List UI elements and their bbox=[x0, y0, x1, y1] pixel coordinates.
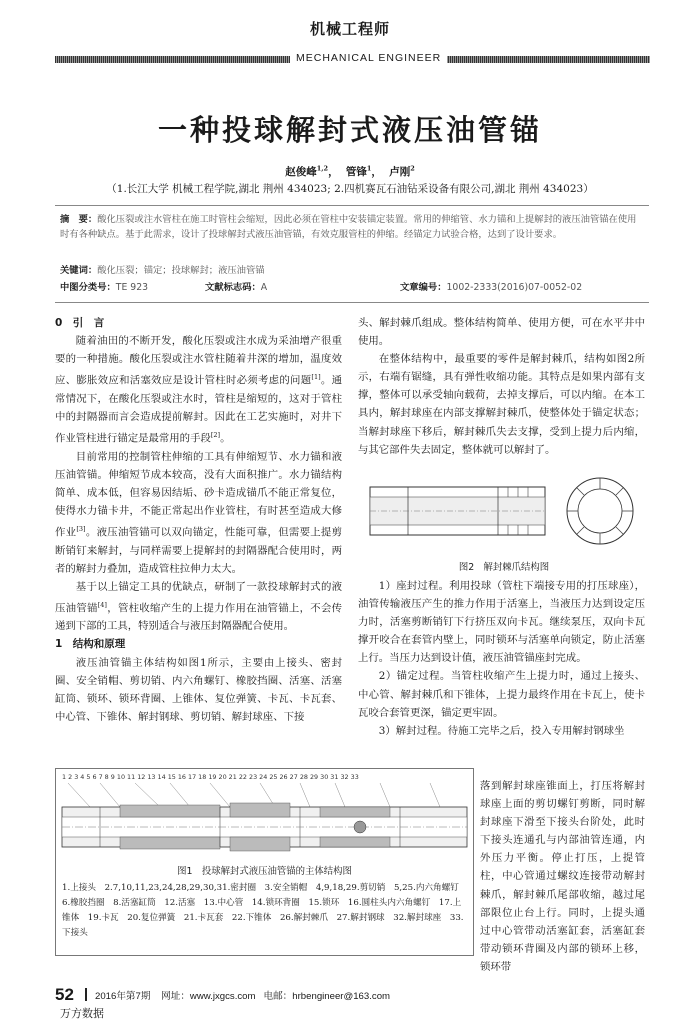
author-1-sup: 1,2 bbox=[316, 164, 329, 173]
author-3: 卢刚 bbox=[389, 166, 411, 178]
figure-1 bbox=[55, 768, 474, 956]
doc-code-label: 文献标志码： bbox=[205, 282, 261, 293]
right-column bbox=[358, 314, 645, 459]
author-2-sup: 1 bbox=[366, 164, 372, 173]
paragraph: 2）锚定过程。当管柱收缩产生上提力时，通过上接头、中心管、解封棘爪和下锥体，上提力最终作用在卡瓦上，使卡瓦咬合套管更深，锚定更牢固。 bbox=[358, 670, 645, 719]
abstract-text: 酸化压裂或注水管柱在施工时管柱会缩短，因此必须在管柱中安装锚定装置。常用的伸缩管、水力锚和上提解封的液压油管锚在使用时有各种缺点。基于此需求，设计了投球解封式液压油管锚，有效克服管柱的伸缩。经锚定力试验合格，达到了设计要求。 bbox=[60, 214, 637, 240]
classification-label: 中图分类号： bbox=[60, 282, 116, 293]
figure-2-caption: 图2 解封棘爪结构图 bbox=[458, 562, 550, 573]
paragraph: 头、解封棘爪组成。整体结构简单、使用方便，可在水平井中使用。 bbox=[358, 317, 645, 348]
journal-title-cn: 机械工程师 bbox=[309, 20, 390, 38]
figure-1-caption: 图1 投球解封式液压油管锚的主体结构图 bbox=[177, 866, 352, 877]
footer-info bbox=[95, 988, 390, 1002]
footer-mail-label: 电邮： bbox=[263, 991, 293, 1002]
watermark-text: 万方数据 bbox=[60, 1007, 104, 1020]
footer-web-label: 网址： bbox=[161, 991, 190, 1002]
page-number: 52 bbox=[55, 985, 74, 1004]
paragraph: 随着油田的不断开发，酸化压裂或注水成为采油增产很重要的一种措施。酸化压裂或注水管柱随着井深的增加，温度效应、膨胀效应和活塞效应是设计管柱时必须考虑的问题[1]。通常情况下，在酸化压裂或注水时，管柱是缩短的，这对于管柱中的封隔器而言会造成提前解封。因此在工艺实施时，对井下作业管柱进行锚定是最常用的手段[2]。 bbox=[55, 335, 343, 445]
paragraph: 落到解封球座锥面上，打压将解封球座上面的剪切螺钉剪断，同时解封球座下滑至下接头台阶处，此时下接头连通孔与内部油管连通，内外压力平衡。停止打压，上提管柱，中心管通过螺纹连接带动解封棘爪，解封棘爪尾部收缩，越过尾部限位止台上行。同时，上提头通过中心管带动活塞缸套，活塞缸套带动锁环背圈及内部的锁环上移，锁环带 bbox=[480, 780, 645, 973]
figure-1-legend: 1.上接头 2.7,10,11,23,24,28,29,30,31.密封圈 3.安全销帽 4,9,18,29.剪切销 5,25.内六角螺钉 6.橡胶挡圈 8.活塞缸筒 12.活塞 13.中心管 14.锁环背圈 15.锁环 16.圆柱头内六角螺钉 17.上锥体 19.卡瓦 20.复位弹簧 21.卡瓦套 22.下锥体 26.解封棘爪 27.解封钢球 32.解封球座 33.下接头 bbox=[62, 883, 468, 938]
figure-1-drawing bbox=[60, 783, 469, 859]
figure-2 bbox=[368, 475, 640, 573]
article-number bbox=[400, 280, 650, 295]
header-bar-left bbox=[55, 56, 295, 63]
footer-separator bbox=[85, 988, 87, 1001]
article-title: 一种投球解封式液压油管锚 bbox=[157, 113, 542, 147]
abstract-label: 摘 要： bbox=[60, 214, 98, 225]
affiliation: （1.长江大学 机械工程学院,湖北 荆州 434023; 2.四机赛瓦石油钻采设备有限公司,湖北 荆州 434023） bbox=[106, 183, 594, 195]
section-1-heading: 1 结构和原理 bbox=[55, 638, 126, 651]
paragraph: 基于以上锚定工具的优缺点，研制了一款投球解封式的液压油管锚[4]，管柱收缩产生的上提力作用在油管锚上，不会传递到下部的工具，特别适合与液压封隔器配合使用。 bbox=[55, 580, 343, 633]
footer-mail[interactable]: hrbengineer@163.com bbox=[292, 991, 391, 1002]
article-no-label: 文章编号： bbox=[400, 282, 447, 293]
divider-top bbox=[55, 205, 649, 206]
author-2: 管锋 bbox=[345, 166, 367, 178]
author-3-sup: 2 bbox=[410, 164, 415, 173]
paragraph: 1）座封过程。利用投球（管柱下端接专用的打压球座），油管传输液压产生的推力作用于活塞上，当液压力达到设定压力时，活塞剪断销钉下行挤压双向卡瓦。继续泵压，双向卡瓦撑开咬合在套管内壁上，同时锁环与活塞单向锁定，防止活塞上行。当压力达到设计值，液压油管锚座封完成。 bbox=[358, 580, 645, 665]
left-column bbox=[55, 314, 342, 726]
header-bar-right bbox=[430, 56, 650, 63]
paragraph: 目前常用的控制管柱伸缩的工具有伸缩短节、水力锚和液压油管锚。伸缩短节成本较高，没有大面积推广。水力锚结构简单、成本低，但容易因结垢、砂卡造成锚爪不能正常复位，使得水力锚卡井，不能正常起出作业管柱，有时甚至造成大修作业[3]。液压油管锚可以双向锚定，性能可靠，但需要上提剪断销钉来解封，与同样需要上提解封的封隔器配合使用时，两者的解封力叠加，造成管柱拉伸力太大。 bbox=[55, 450, 343, 575]
paragraph: 3）解封过程。待施工完毕之后，投入专用解封钢球坐 bbox=[378, 724, 625, 737]
article-no-value: 1002-2333(2016)07-0052-02 bbox=[446, 282, 583, 293]
keywords bbox=[60, 263, 640, 278]
keywords-text: 酸化压裂；锚定；投球解封；液压油管锚 bbox=[97, 265, 265, 276]
right-column-wrap bbox=[480, 777, 645, 976]
doc-code-value: A bbox=[260, 282, 268, 293]
author-1: 赵俊峰 bbox=[285, 166, 317, 178]
figure-2-drawing bbox=[368, 475, 640, 547]
paragraph: 在整体结构中，最重要的零件是解封棘爪，结构如图2所示，右端有锯缝，具有弹性收缩功能。其特点是如果内部有支撑，整体可以承受轴向载荷，去掉支撑后，可以内缩。在本工具内，解封球座在内部支撑解封棘爪，使整体处于锚定状态；当解封球座下移后，解封棘爪失去支撑，受到上提力后内缩，与其它部件失去固定，整体就可以解封了。 bbox=[358, 353, 645, 456]
footer-issue: 2016年第7期 bbox=[95, 991, 151, 1002]
section-0-heading: 0 引 言 bbox=[55, 317, 105, 329]
figure-1-callouts: 1 2 3 4 5 6 7 8 9 10 11 12 13 14 15 16 17 18 19 20 21 22 23 24 25 26 27 28 29 30 31 32 33 bbox=[62, 773, 359, 781]
classification-value: TE 923 bbox=[115, 282, 149, 293]
authors: 赵俊峰$^{1,2}$， 管锋$^1$， 卢刚$^2$ bbox=[285, 164, 415, 178]
keywords-label: 关键词： bbox=[60, 265, 98, 276]
right-column-continued bbox=[358, 577, 645, 740]
doc-code bbox=[205, 280, 355, 295]
paragraph: 液压油管锚主体结构如图1所示，主要由上接头、密封圈、安全销帽、剪切销、内六角螺钉、橡胶挡圈、活塞、活塞缸筒、锁环、锁环背圈、上锥体、复位弹簧、卡瓦、卡瓦套、中心管、下锥体、解封钢球、剪切销、解封球座、下接 bbox=[55, 656, 342, 723]
divider-bottom bbox=[55, 302, 649, 303]
abstract bbox=[60, 212, 640, 242]
footer-web[interactable]: www.jxgcs.com bbox=[189, 991, 256, 1002]
journal-title-en: MECHANICAL ENGINEER bbox=[290, 52, 447, 64]
